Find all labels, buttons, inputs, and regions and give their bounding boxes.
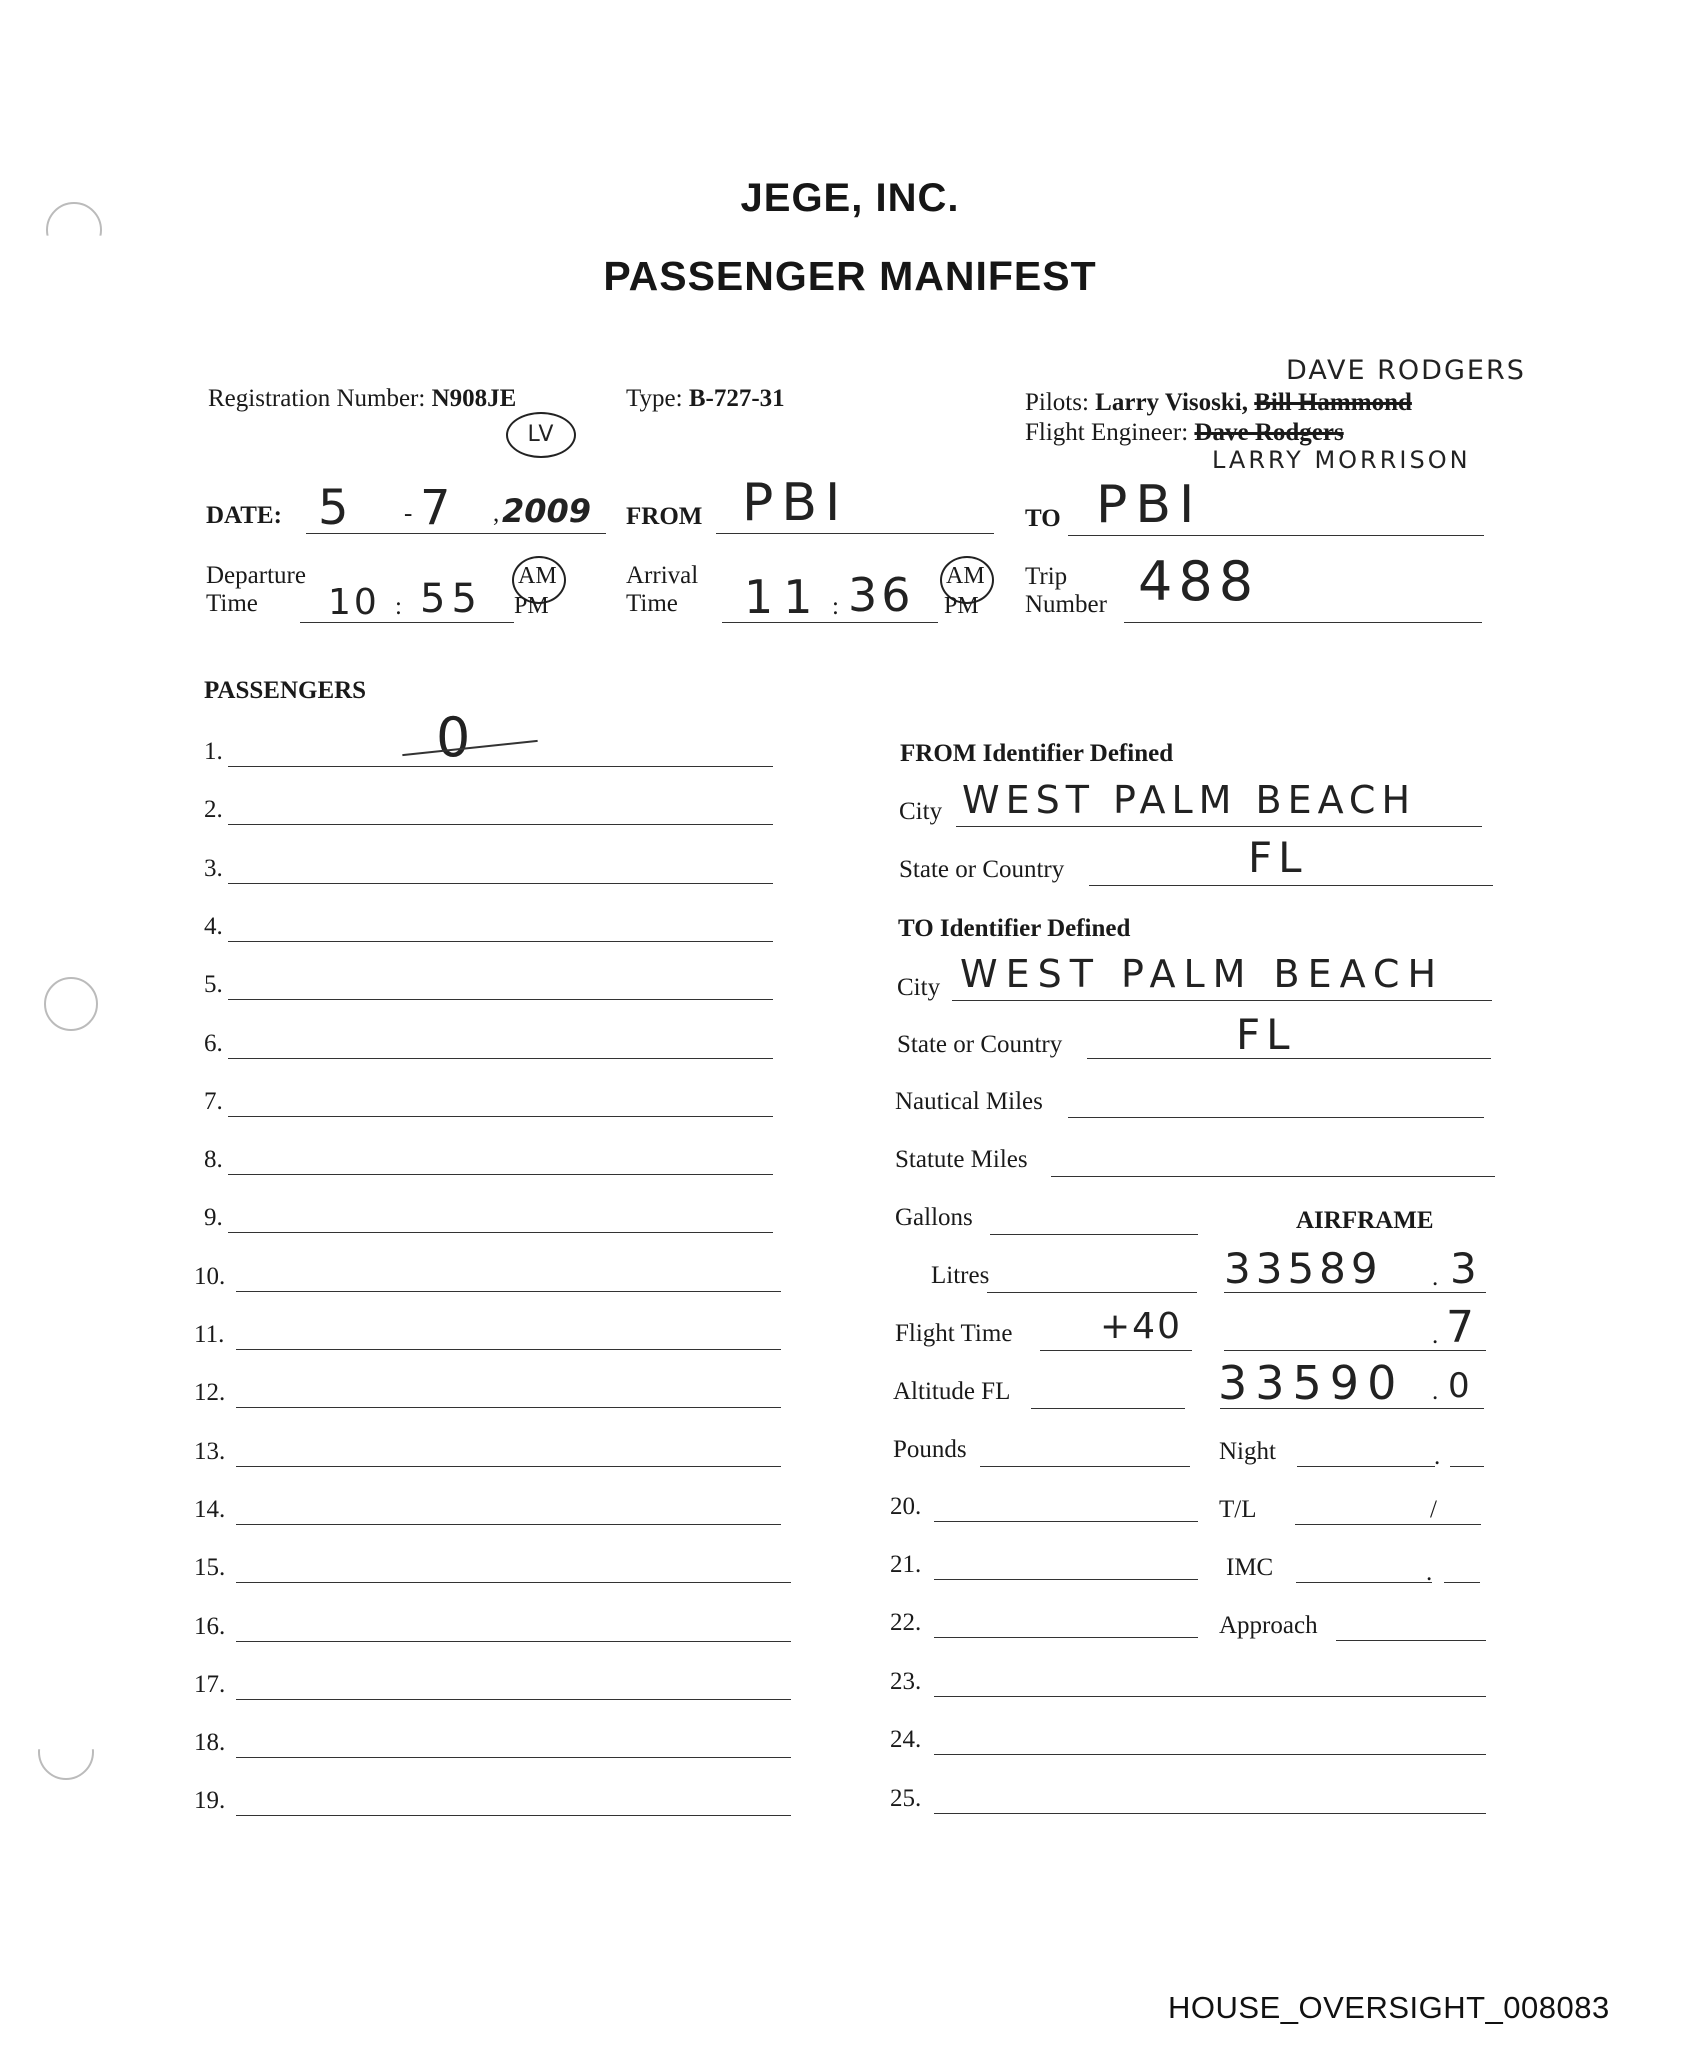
arrival-label: Arrival Time [626,562,699,617]
tl-label: T/L [1219,1496,1257,1523]
passenger-row-line[interactable] [228,1116,773,1117]
from-city-label: City [899,798,943,825]
airframe-add-tenth: 7 [1446,1302,1477,1353]
binder-hole-bottom [38,1724,94,1780]
passenger-row-line[interactable] [236,1699,791,1700]
pilot2-struck: Bill Hammond [1254,389,1412,416]
extra-row-line[interactable] [934,1696,1486,1697]
passenger-row-number: 8. [204,1146,223,1173]
passenger-row-line[interactable] [228,941,773,942]
airframe-heading: AIRFRAME [1296,1207,1434,1234]
passenger-row-line[interactable] [236,1291,781,1292]
departure-am: AM [518,563,557,589]
company-name: JEGE, INC. [740,176,960,220]
pilots-line: Pilots: Larry Visoski, Bill Hammond [1025,389,1412,416]
passenger-row-line[interactable] [236,1524,781,1525]
registration-initials: LV [506,412,576,458]
airframe-end-tenth: 0 [1448,1366,1473,1406]
passenger-row-number: 17. [194,1671,226,1698]
passenger-row-line[interactable] [236,1466,781,1467]
passenger-row-number: 10. [194,1263,226,1290]
to-city-value: WEST PALM BEACH [960,952,1445,996]
passenger-row-line[interactable] [236,1349,781,1350]
passenger-row-number: 7. [204,1088,223,1115]
from-state-label: State or Country [899,856,1065,883]
from-label: FROM [626,503,703,530]
approach-label: Approach [1219,1612,1318,1639]
registration-label: Registration Number: N908JE [208,385,517,412]
arrival-minute: 36 [848,568,915,622]
passenger-row-number: 15. [194,1554,226,1581]
aircraft-type: Type: B-727-31 [626,385,785,412]
extra-row-number: 23. [890,1668,922,1695]
flight-engineer-line: Flight Engineer: Dave Rodgers [1025,419,1344,446]
passenger-row-line[interactable] [236,1582,791,1583]
flight-time-value: +40 [1100,1306,1182,1347]
to-label: TO [1025,505,1061,532]
page-title: PASSENGER MANIFEST [603,253,1097,299]
date-year: 2009 [502,492,592,530]
passenger-row-number: 3. [204,855,223,882]
from-identifier-heading: FROM Identifier Defined [900,740,1174,767]
airframe-start-tenth: 3 [1450,1244,1480,1293]
passenger-row-line[interactable] [228,883,773,884]
statute-miles-label: Statute Miles [895,1146,1028,1173]
pounds-label: Pounds [893,1436,967,1463]
document-id: HOUSE_OVERSIGHT_008083 [1168,1990,1610,2025]
flight-time-label: Flight Time [895,1320,1013,1347]
passenger-row-line[interactable] [228,999,773,1000]
binder-hole-middle [44,977,98,1031]
pilot-handwritten-replacement: DAVE RODGERS [1286,355,1526,386]
date-day: 7 [420,480,454,536]
passenger-row-number: 14. [194,1496,226,1523]
passenger-row-number: 2. [204,796,223,823]
passenger-row-number: 13. [194,1438,226,1465]
passenger-row-line[interactable] [236,1407,781,1408]
passenger-row-number: 5. [204,971,223,998]
passenger-row-line[interactable] [228,1232,773,1233]
passengers-heading: PASSENGERS [204,677,367,704]
to-state-value: FL [1236,1010,1296,1059]
extra-row-number: 25. [890,1785,922,1812]
extra-row-number: 21. [890,1551,922,1578]
extra-row-line[interactable] [934,1637,1198,1638]
passenger-row-number: 18. [194,1729,226,1756]
passenger-row-line[interactable] [228,1058,773,1059]
registration-value: N908JE [431,385,517,412]
passenger-row-number: 1. [204,738,223,765]
passenger-row-line[interactable] [228,766,773,767]
airframe-start-whole: 33589 [1224,1244,1383,1293]
from-value: PBI [742,473,849,533]
departure-minute: 55 [420,576,483,622]
departure-hour: 10 [328,582,380,623]
nautical-miles-label: Nautical Miles [895,1088,1043,1115]
passenger-row-number: 16. [194,1613,226,1640]
passenger-row-number: 9. [204,1204,223,1231]
flight-engineer-handwritten: LARRY MORRISON [1212,446,1471,474]
arrival-am: AM [946,563,985,589]
passenger-row-number: 6. [204,1030,223,1057]
gallons-label: Gallons [895,1204,973,1231]
litres-label: Litres [931,1262,990,1289]
airframe-end-whole: 33590 [1218,1356,1405,1410]
passenger-row-line[interactable] [236,1815,791,1816]
departure-label: Departure Time [206,562,306,617]
from-state-value: FL [1248,833,1308,882]
departure-pm: PM [514,593,549,619]
trip-number-label: Trip Number [1025,563,1107,618]
date-month: 5 [318,480,352,536]
to-state-label: State or Country [897,1031,1063,1058]
arrival-hour: 11 [744,570,823,624]
extra-row-line[interactable] [934,1754,1486,1755]
extra-row-number: 20. [890,1493,922,1520]
date-label: DATE: [206,502,282,529]
altitude-label: Altitude FL [893,1378,1011,1405]
flight-engineer-struck: Dave Rodgers [1194,419,1344,446]
passenger-row-line[interactable] [228,824,773,825]
to-city-label: City [897,974,941,1001]
passenger-row-number: 11. [194,1321,225,1348]
to-identifier-heading: TO Identifier Defined [898,915,1131,942]
extra-row-number: 22. [890,1609,922,1636]
passenger-row-line[interactable] [236,1641,791,1642]
passenger-row-line[interactable] [228,1174,773,1175]
extra-row-line[interactable] [934,1521,1198,1522]
extra-row-number: 24. [890,1726,922,1753]
passenger-row-number: 12. [194,1379,226,1406]
extra-row-line[interactable] [934,1813,1486,1814]
to-value: PBI [1096,475,1203,535]
passenger-row-number: 19. [194,1787,226,1814]
extra-row-line[interactable] [934,1579,1198,1580]
from-city-value: WEST PALM BEACH [962,778,1417,822]
trip-number-value: 488 [1138,550,1260,613]
passenger-row-number: 4. [204,913,223,940]
imc-label: IMC [1226,1554,1274,1581]
arrival-pm: PM [944,593,979,619]
passenger-row-line[interactable] [236,1757,791,1758]
night-label: Night [1219,1438,1276,1465]
passenger-1-entry: 0 [436,706,471,769]
